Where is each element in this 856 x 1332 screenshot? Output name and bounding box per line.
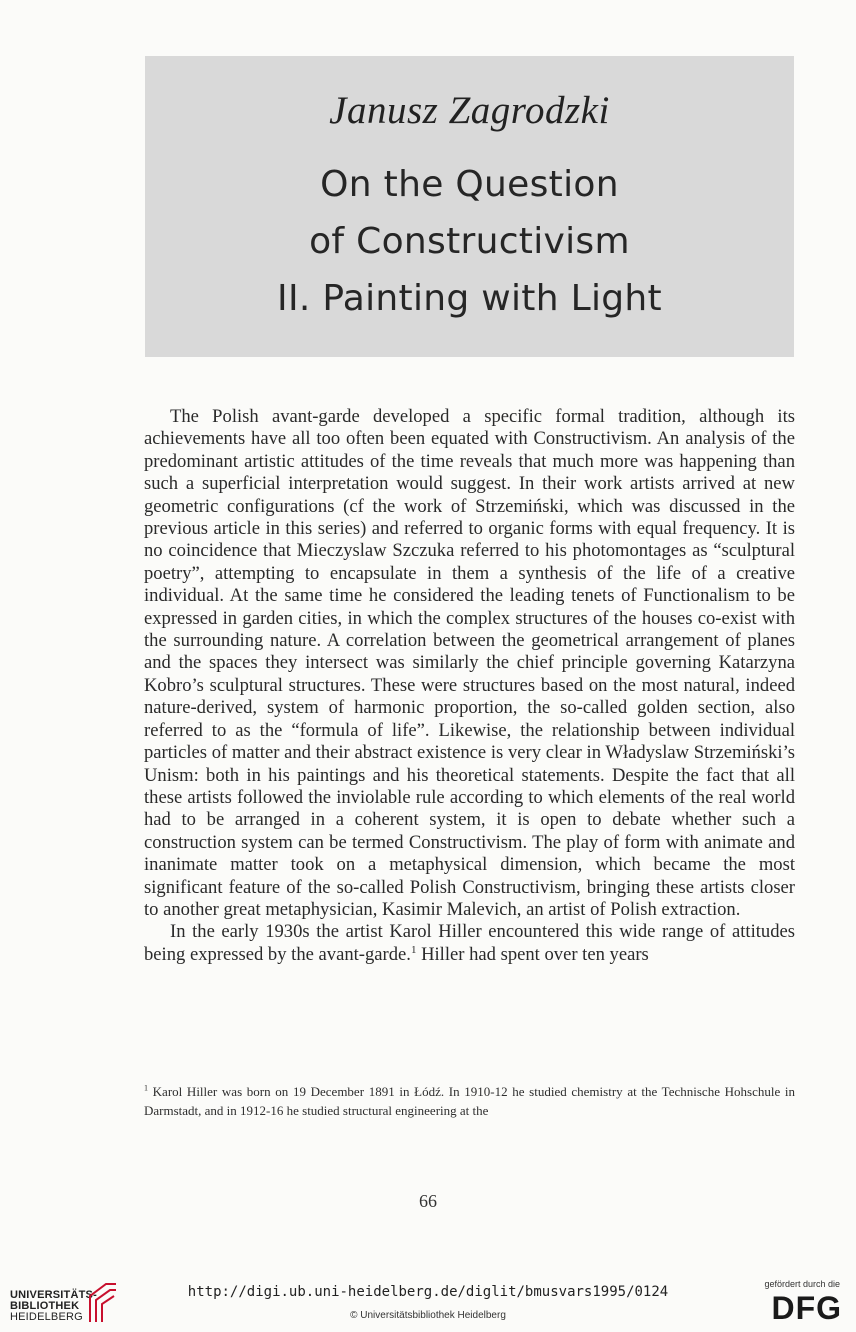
copyright-notice: © Universitätsbibliothek Heidelberg [350, 1310, 506, 1321]
source-url-link[interactable]: http://digi.ub.uni-heidelberg.de/diglit/bmusvars1995/0124 [187, 1284, 669, 1300]
footnote-reference[interactable]: 1 [410, 943, 417, 956]
library-line-3: HEIDELBERG [10, 1311, 83, 1323]
library-line-2: BIBLIOTHEK [10, 1300, 80, 1312]
author-name: Janusz Zagrodzki [329, 89, 610, 132]
dfg-logo[interactable]: DFG [771, 1290, 842, 1326]
funder-label: gefördert durch die [764, 1279, 840, 1289]
footnote-marker: 1 [144, 1083, 148, 1093]
digitization-footer [0, 1266, 856, 1332]
title-line-2: of Constructivism [309, 221, 630, 262]
footnote-text: Karol Hiller was born on 19 December 1891 in Łódź. In 1910-12 he studied chemistry at the Technische Hohschule in Darmstadt, and in 1912-16 he studied structural engineering at the [144, 1084, 795, 1118]
article-body [144, 406, 795, 966]
library-line-1: UNIVERSITÄTS- [10, 1289, 97, 1301]
title-line-1: On the Question [320, 164, 619, 205]
page-number: 66 [419, 1191, 437, 1211]
footnote [144, 1082, 795, 1120]
paragraph-1: The Polish avant-garde developed a specific formal tradition, although its achievements have all too often been equated with Constructivism. An analysis of the predominant artistic attitudes of the time reveals that much more was happening than such a superficial interpretation would suggest. In their work artists arrived at new geometric configurations (cf the work of Strzemiński, which was discussed in the previous article in this series) and referred to organic forms with equal frequency. It is no coincidence that Mieczyslaw Szczuka referred to his photomontages as “sculptural poetry”, attempting to encapsulate in them a synthesis of the life of a creative individual. At the same time he considered the leading tenets of Functionalism to be expressed in garden cities, in which the complex structures of the houses co-exist with the surrounding nature. A correlation between the geometrical arrangement of planes and the spaces they intersect was similarly the chief principle governing Katarzyna Kobro’s sculptural structures. These were structures based on the most natural, indeed nature-derived, system of harmonic proportion, the so-called golden section, also referred to as the “formula of life”. Likewise, the relationship between individual particles of matter and their abstract existence is very clear in Władyslaw Strzemiński’s Unism: both in his paintings and his theoretical statements. Despite the fact that all these artists followed the inviolable rule according to which elements of the real world had to be arranged in a coherent system, it is open to debate whether such a construction system can be termed Constructivism. The play of form with animate and inanimate matter took on a metaphysical dimension, which became the most significant feature of the so-called Polish Constructivism, bringing these artists closer to another great metaphysician, Kasimir Malevich, an artist of Polish extraction. [144, 406, 795, 920]
paragraph-2-start: In the early 1930s the artist Karol Hiller encountered this wide range of attitudes being expressed by the avant-garde. [144, 921, 795, 965]
title-line-3: II. Painting with Light [277, 278, 662, 319]
paragraph-2-end: Hiller had spent over ten years [416, 943, 649, 965]
paragraph-2 [144, 921, 795, 966]
title-block [145, 56, 794, 357]
